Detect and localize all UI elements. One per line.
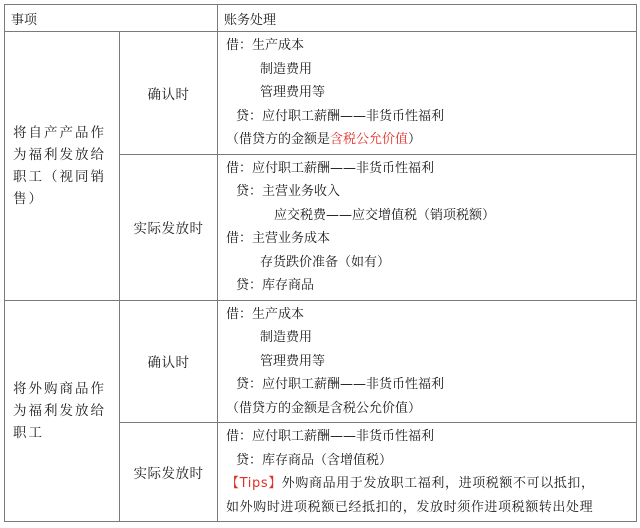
- entry-cell: [218, 32, 637, 155]
- entry-line: 管理费用等: [260, 353, 326, 369]
- entry-cell: [218, 300, 637, 423]
- timing-cell: 确认时: [120, 300, 218, 423]
- entry-line: 应交税费——应交增值税（销项税额）: [274, 207, 496, 223]
- table-row: [5, 32, 637, 155]
- entry-line: 借：应付职工薪酬——非货币性福利: [226, 429, 435, 444]
- entry-cell: [218, 423, 637, 522]
- accounting-table: [4, 4, 637, 522]
- tips-text: 外购商品用于发放职工福利，进项税额不可以抵扣，: [281, 476, 595, 491]
- entry-line: 存货跌价准备（如有）: [260, 254, 391, 270]
- timing-cell: 确认时: [120, 32, 218, 155]
- entry-note: [226, 128, 632, 152]
- table-row: [5, 300, 637, 423]
- entry-cell: [218, 154, 637, 300]
- table-header-row: [5, 5, 637, 32]
- entry-line: 借：生产成本: [226, 306, 305, 322]
- entry-line: （借贷方的金额是含税公允价值）: [226, 400, 422, 416]
- note-suffix: ）: [408, 132, 422, 147]
- entry-line: 制造费用: [260, 61, 313, 77]
- note-prefix: （借贷方的金额是: [226, 132, 331, 147]
- timing-cell: 实际发放时: [120, 423, 218, 522]
- entry-line: 制造费用: [260, 330, 313, 345]
- entry-line: 贷：应付职工薪酬——非货币性福利: [236, 377, 445, 392]
- entry-line: 管理费用等: [260, 85, 326, 100]
- item-cell: 将自产产品作为福利发放给职工（视同销售）: [5, 32, 120, 301]
- entry-line: 贷：应付职工薪酬——非货币性福利: [236, 108, 445, 124]
- entry-line: 贷：主营业务收入: [236, 184, 341, 199]
- note-highlight: 含税公允价值: [330, 132, 409, 147]
- entry-line: 借：应付职工薪酬——非货币性福利: [226, 160, 435, 176]
- entry-line: 贷：库存商品: [236, 278, 315, 293]
- header-item: 事项: [5, 5, 218, 32]
- timing-cell: 实际发放时: [120, 154, 218, 300]
- header-treatment: 账务处理: [218, 5, 637, 32]
- entry-line: 借：主营业务成本: [226, 231, 331, 246]
- entry-line: 借：生产成本: [226, 38, 305, 53]
- tips-line: 如外购时进项税额已经抵扣的，发放时须作进项税额转出处理: [226, 499, 594, 515]
- item-cell: 将外购商品作为福利发放给职工: [5, 300, 120, 522]
- tips-line: [226, 472, 632, 496]
- entry-line: 贷：库存商品（含增值税）: [236, 452, 393, 468]
- tips-label: 【Tips】: [226, 476, 282, 491]
